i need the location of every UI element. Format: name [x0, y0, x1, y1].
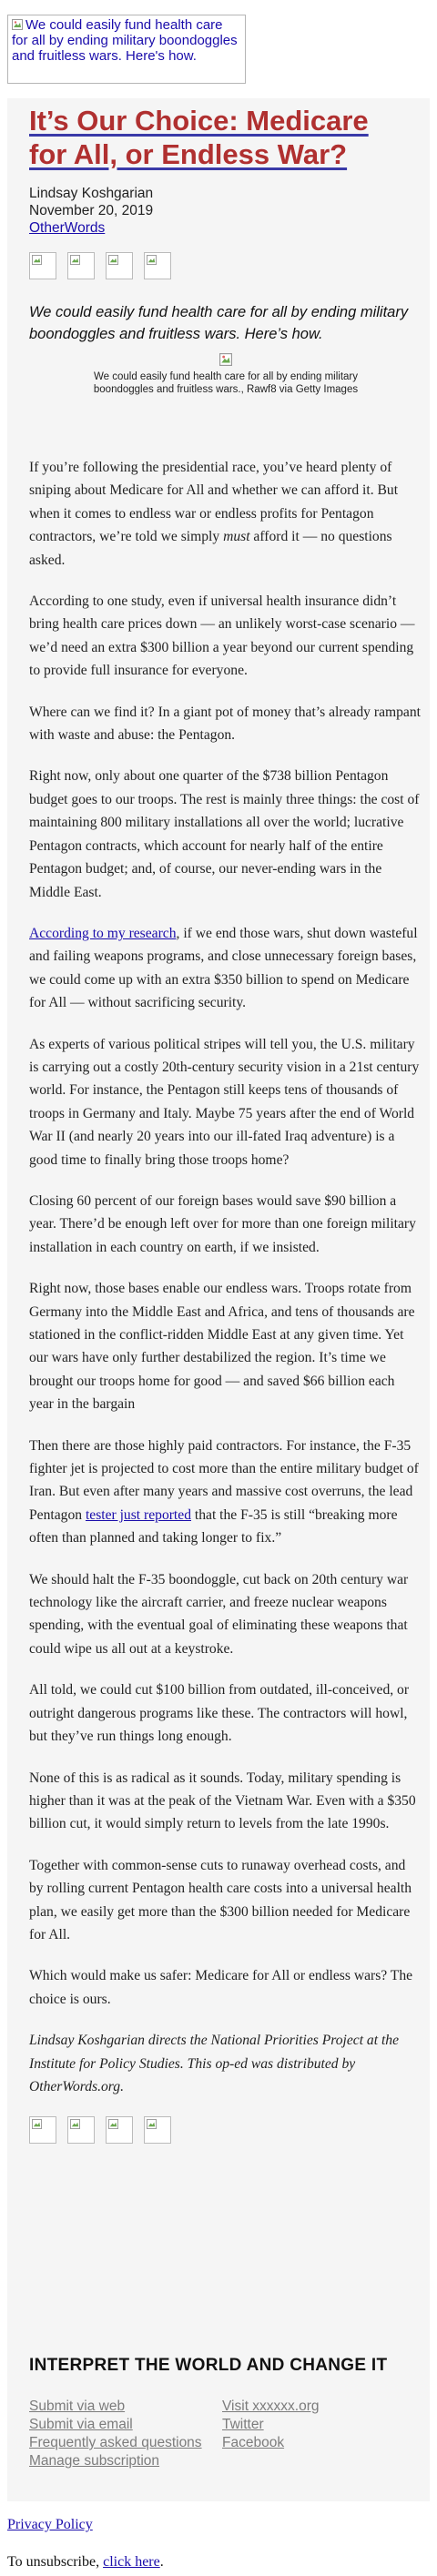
cta-heading: INTERPRET THE WORLD AND CHANGE IT: [29, 2356, 388, 2375]
article-title[interactable]: It’s Our Choice: Medicare for All, or Endless War?: [29, 105, 369, 170]
paragraph: None of this is as radical as it sounds. Today, military spending is higher than it was at the peak of the Vietnam War. Even with a $350 billion cut, it would simply return to levels from the late 1990s.: [29, 1770, 416, 1832]
broken-image-icon: [12, 18, 23, 29]
email-share-icon[interactable]: [106, 2116, 133, 2144]
visit-site-link[interactable]: Visit xxxxxx.org: [222, 2399, 320, 2414]
source-link[interactable]: OtherWords: [29, 220, 106, 236]
research-link[interactable]: According to my research: [29, 925, 177, 941]
publish-date: November 20, 2019: [29, 203, 154, 218]
unsubscribe-text: To unsubscribe, click here.: [7, 2554, 164, 2570]
paragraph: Which would make us safer: Medicare for All or endless wars? The choice is ours.: [29, 1968, 413, 2007]
manage-subscription-link[interactable]: Manage subscription: [29, 2453, 160, 2469]
footer-links: [29, 2398, 421, 2470]
article-card: [7, 98, 430, 2501]
print-share-icon[interactable]: [144, 252, 171, 279]
article-dek: We could easily fund health care for all by ending military boondoggles and fruitless wars. Here’s how.: [29, 304, 409, 342]
twitter-share-icon[interactable]: [67, 252, 95, 279]
facebook-share-icon[interactable]: [29, 252, 56, 279]
footer-links-right: [222, 2398, 415, 2470]
paragraph: Right now, those bases enable our endless wars. Troops rotate from Germany into the Middle East and Africa, and tens of thousands are stationed in the conflict-ridden Middle East at any given time. Yet our wars have only further destabilized the region. It’s time we brought our troops home for good — and saved $66 billion each year in the bargain: [29, 1281, 415, 1413]
author-bio: Lindsay Koshgarian directs the National Priorities Project at the Institute for Policy Studies. This op-ed was distributed by OtherWords.org.: [29, 2033, 400, 2094]
article-image: [29, 353, 422, 396]
paragraph: According to my research, if we end those wars, shut down wasteful and failing weapons programs, and close unnecessary foreign bases, we could come up with an extra $350 billion to spend on Medicare for All — without sacrificing security.: [29, 925, 418, 1011]
share-icons-row-bottom: [29, 2116, 422, 2144]
facebook-link[interactable]: Facebook: [222, 2435, 285, 2450]
broken-image-icon: [219, 353, 232, 366]
tester-report-link[interactable]: tester just reported: [85, 1506, 191, 1523]
share-icons-row: [29, 252, 422, 279]
article-body: [29, 456, 422, 2098]
unsubscribe-link[interactable]: click here: [103, 2554, 160, 2570]
submit-email-link[interactable]: Submit via email: [29, 2417, 133, 2432]
header-banner-image[interactable]: [7, 15, 246, 84]
paragraph: We should halt the F-35 boondoggle, cut back on 20th century war technology like the aircraft carrier, and freeze nuclear weapons spending, with the eventual goal of eliminating these weapons that could wipe us all out at a keystroke.: [29, 1571, 409, 1657]
print-share-icon[interactable]: [144, 2116, 171, 2144]
submit-web-link[interactable]: Submit via web: [29, 2399, 126, 2414]
paragraph: Closing 60 percent of our foreign bases would save $90 billion a year. There’d be enough left over for more than one foreign military installation in each country on earth, if we insisted.: [29, 1192, 416, 1255]
paragraph: Right now, only about one quarter of the $738 billion Pentagon budget goes to our troops. The rest is mainly three things: the cost of maintaining 800 military installations all over the world; lucrative Pentagon contracts, which account for nearly half of the entire Pentagon budget; and, of course, our never-ending wars in the Middle East.: [29, 768, 420, 900]
faq-link[interactable]: Frequently asked questions: [29, 2435, 202, 2450]
paragraph: According to one study, even if universal health insurance didn’t bring health care prices down — an unlikely worst-case scenario — we’d need an extra $300 billion a year beyond our current spending to provide full insurance for everyone.: [29, 593, 415, 679]
footer-links-left: [29, 2398, 222, 2470]
twitter-link[interactable]: Twitter: [222, 2417, 264, 2432]
paragraph: As experts of various political stripes will tell you, the U.S. military is carrying out a costly 20th-century security vision in a 21st century world. For instance, the Pentagon still keeps tens of thousands of troops in Germany and Italy. Maybe 75 years after the end of World War II (and nearly 20 years into our ill-fated Iraq adventure) is a good time to finally bring those troops home?: [29, 1036, 420, 1168]
email-share-icon[interactable]: [106, 252, 133, 279]
image-caption: We could easily fund health care for all by ending military boondoggles and fruitless wars., Rawf8 via Getty Images: [93, 371, 359, 395]
facebook-share-icon[interactable]: [29, 2116, 56, 2144]
banner-alt-text: We could easily fund health care for all by ending military boondoggles and fruitless wars. Here's how.: [12, 17, 238, 64]
paragraph: Then there are those highly paid contractors. For instance, the F-35 fighter jet is projected to cost more than the entire military budget of Iran. But even after many years and massive cost overruns, the lead Pentagon tester just reported that the F-35 is still “breaking more often than planned and taking longer to fix.”: [29, 1437, 419, 1547]
privacy-policy-link[interactable]: Privacy Policy: [7, 2517, 93, 2532]
paragraph: Where can we find it? In a giant pot of money that’s already rampant with waste and abuse: the Pentagon.: [29, 704, 421, 744]
twitter-share-icon[interactable]: [67, 2116, 95, 2144]
cta-section: [29, 2356, 421, 2470]
paragraph: Together with common-sense cuts to runaway overhead costs, and by rolling current Pentagon health care costs into a universal health plan, we easily get more than the $300 billion needed for Medicare for All.: [29, 1857, 412, 1942]
paragraph: If you’re following the presidential race, you’ve heard plenty of sniping about Medicare for All and whether we can afford it. But when it comes to endless war or endless profits for Pentagon contractors, we’re told we simply must afford it — no questions asked.: [29, 460, 399, 568]
author-name: Lindsay Koshgarian: [29, 186, 154, 201]
paragraph: All told, we could cut $100 billion from outdated, ill-conceived, or outright dangerous programs like these. The contractors will howl, but they’ve run things long enough.: [29, 1682, 410, 1745]
